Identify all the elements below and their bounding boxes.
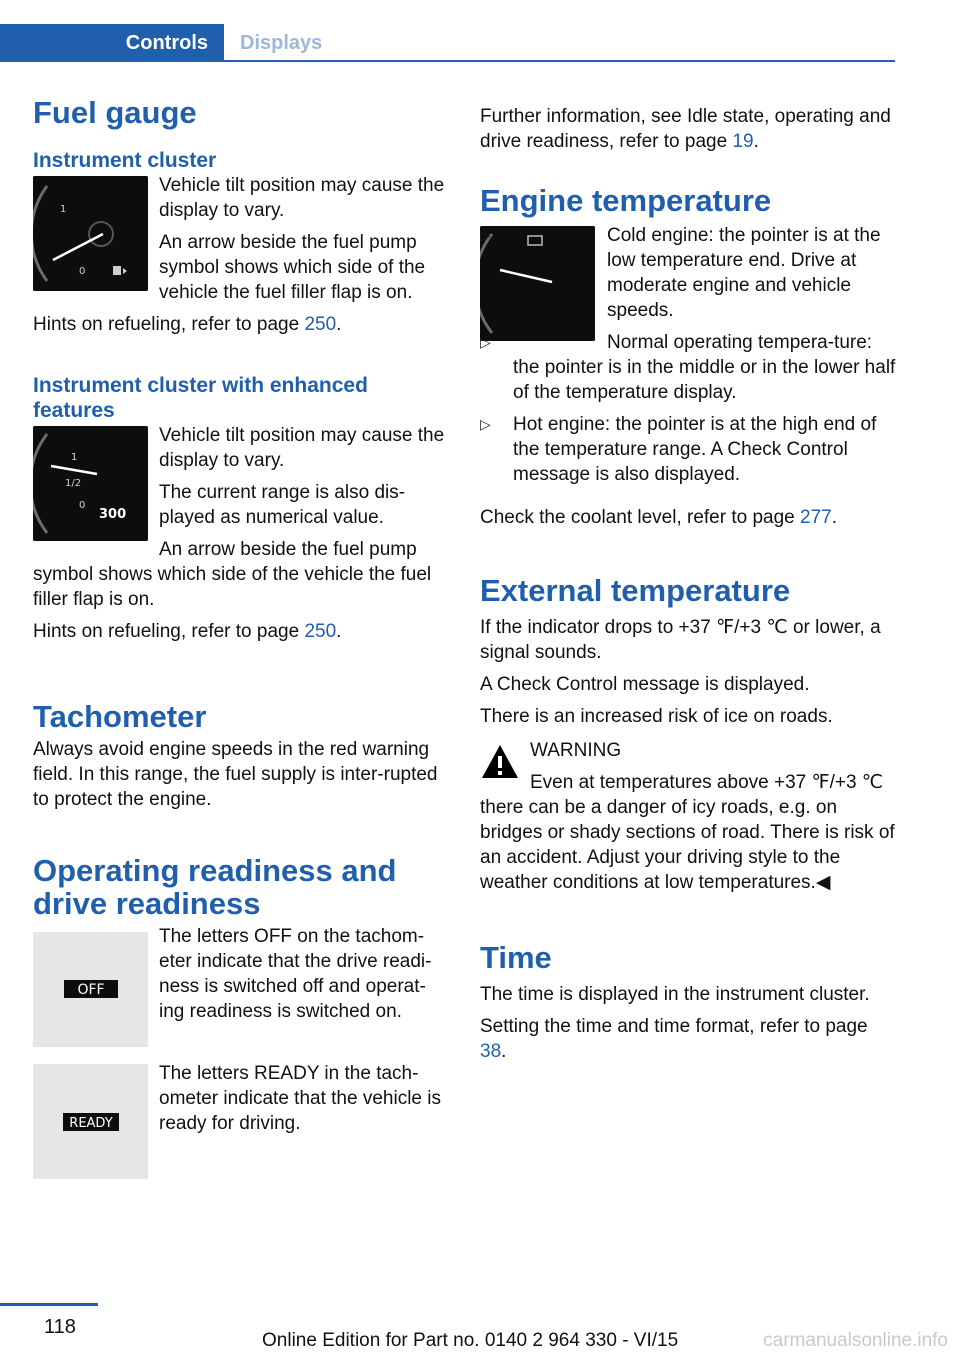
time-page-link[interactable]: 38 xyxy=(480,1041,502,1062)
further-info-paragraph: Further information, see Idle state, operating and drive readiness, refer to page 19. xyxy=(480,106,891,152)
ice-refuel-hint: Hints on refueling, refer to page 250. xyxy=(33,621,342,642)
engine-temp-list xyxy=(480,223,898,405)
header-tabbar xyxy=(0,24,895,62)
external-temperature-title: External temperature xyxy=(480,573,791,608)
page-number: 118 xyxy=(44,1316,76,1338)
gauge2-label-0: 0 xyxy=(79,500,86,511)
engine-temp-item-normal: ▷ Normal operating tempera‐ture: the pointer is in the middle or in the lower half of the temperature display. xyxy=(480,332,896,403)
left-column xyxy=(33,96,448,1183)
ready-image xyxy=(33,1064,148,1179)
ready-badge-text: READY xyxy=(69,1116,113,1131)
coolant-paragraph: Check the coolant level, refer to page 277. xyxy=(480,507,838,528)
gauge2-label-1: 1 xyxy=(71,452,78,463)
coolant-page-link[interactable]: 277 xyxy=(800,507,832,528)
ice-paragraph-1: Vehicle tilt position may cause the display to vary. xyxy=(159,425,445,471)
ice-paragraph-2: The current range is also dis‐played as numerical value. xyxy=(159,482,406,528)
readiness-title: Operating readiness and drive readiness xyxy=(33,853,397,921)
engine-temp-item-hot: ▷ Hot engine: the pointer is at the high end of the temperature range. A Check Control message is also displayed. xyxy=(480,414,877,485)
footer-rule xyxy=(0,1303,98,1306)
ready-section xyxy=(33,1061,448,1183)
fuel-gauge-image xyxy=(33,176,148,291)
refuel-page-link[interactable]: 250 xyxy=(304,314,337,335)
warning-label: WARNING xyxy=(530,740,622,761)
instrument-cluster-section xyxy=(33,173,448,305)
readiness-page-link[interactable]: 19 xyxy=(732,131,754,152)
header-rule xyxy=(0,60,895,62)
ic-refuel-hint: Hints on refueling, refer to page 250. xyxy=(33,314,342,335)
ready-paragraph: The letters READY in the tach‐ometer indicate that the vehicle is ready for driving. xyxy=(159,1063,441,1134)
tachometer-title: Tachometer xyxy=(33,699,207,734)
gauge-label-1: 1 xyxy=(60,204,67,215)
gauge-label-0: 0 xyxy=(79,266,86,277)
off-paragraph: The letters OFF on the tachom‐eter indicate that the drive readi‐ness is switched off and operat‐ing readiness is switched on. xyxy=(159,926,432,1022)
engine-temperature-title: Engine temperature xyxy=(480,183,772,218)
off-image xyxy=(33,932,148,1047)
right-column xyxy=(480,104,898,1064)
off-badge-text: OFF xyxy=(77,982,105,998)
enhanced-cluster-section xyxy=(33,423,448,612)
time-title: Time xyxy=(480,940,552,975)
warning-text: Even at temperatures above +37 ℉/+3 ℃ there can be a danger of icy roads, e.g. on bridges or shady sections of road. There is risk of an accident. Adjust your driving style to the weather conditions at low temperatures.◀ xyxy=(480,772,895,893)
ext-paragraph-1: If the indicator drops to +37 ℉/+3 ℃ or lower, a signal sounds. xyxy=(480,617,881,663)
ext-paragraph-2: A Check Control message is displayed. xyxy=(480,674,810,695)
gauge2-range-value: 300 xyxy=(99,507,127,522)
off-section xyxy=(33,924,448,1051)
tab-displays[interactable]: Displays xyxy=(240,31,323,54)
enhanced-cluster-title: Instrument cluster with enhanced features xyxy=(33,374,368,422)
gauge2-label-half: 1/2 xyxy=(65,478,82,489)
fuel-gauge-title: Fuel gauge xyxy=(33,95,197,130)
ic-paragraph-2: An arrow beside the fuel pump symbol shows which side of the vehicle the fuel filler flap is on. xyxy=(159,232,426,303)
instrument-cluster-title: Instrument cluster xyxy=(33,149,217,172)
warning-block xyxy=(480,738,898,895)
tab-controls[interactable]: Controls xyxy=(0,24,224,62)
ic-paragraph-1: Vehicle tilt position may cause the display to vary. xyxy=(159,175,445,221)
ice-paragraph-3: An arrow beside the fuel pump symbol shows which side of the vehicle the fuel filler flap is on. xyxy=(33,539,432,610)
ext-paragraph-3: There is an increased risk of ice on roads. xyxy=(480,706,833,727)
watermark-text: carmanualsonline.info xyxy=(763,1330,948,1351)
time-paragraph-2: Setting the time and time format, refer to page 38. xyxy=(480,1016,868,1062)
time-paragraph-1: The time is displayed in the instrument cluster. xyxy=(480,984,870,1005)
enhanced-fuel-gauge-image xyxy=(33,426,148,541)
engine-temp-list-2 xyxy=(480,412,898,487)
edition-text: Online Edition for Part no. 0140 2 964 330 - VI/15 xyxy=(262,1330,679,1351)
warning-triangle-icon xyxy=(480,742,520,782)
engine-temp-item-cold: ▷ Cold engine: the pointer is at the low temperature end. Drive at moderate engine and vehicle speeds. xyxy=(480,225,881,321)
fuel-pump-icon xyxy=(113,266,121,275)
engine-temp-section xyxy=(480,223,898,405)
tachometer-paragraph: Always avoid engine speeds in the red warning field. In this range, the fuel supply is inter‐rupted to protect the engine. xyxy=(33,739,438,810)
refuel-page-link-2[interactable]: 250 xyxy=(304,621,337,642)
